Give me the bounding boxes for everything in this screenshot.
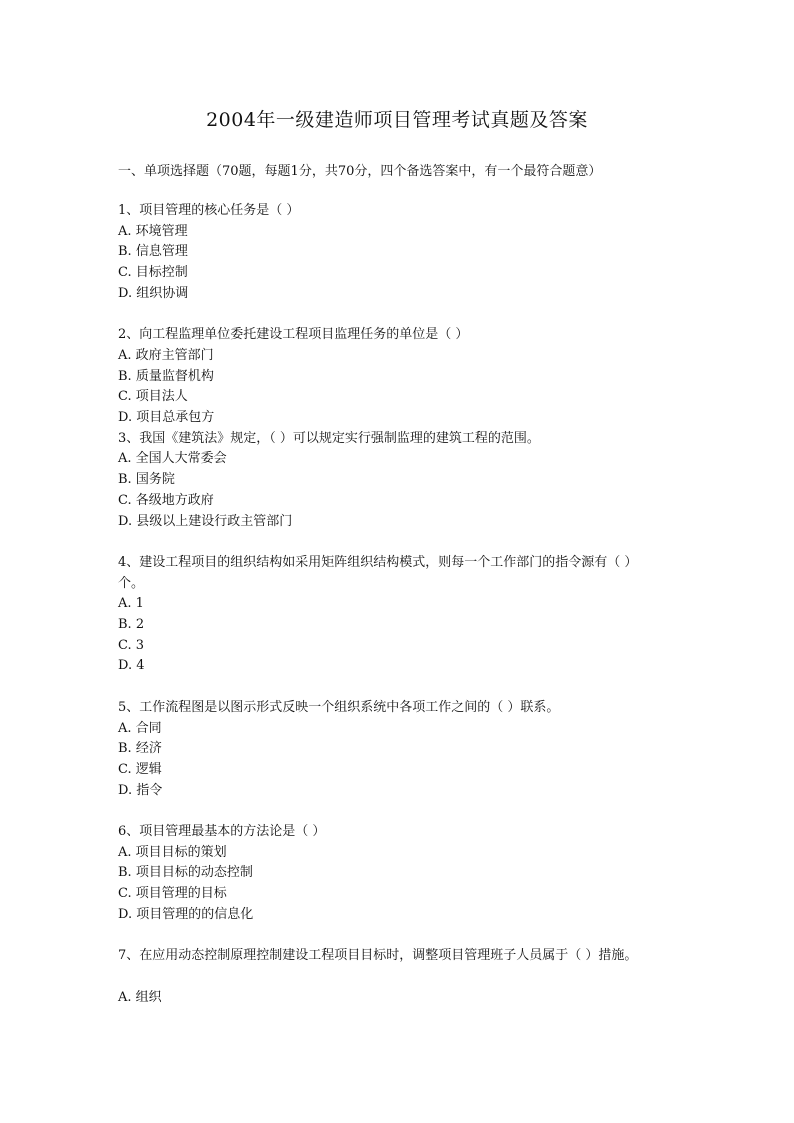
- option-a: A. 环境管理: [118, 223, 188, 239]
- option-a: A. 合同: [118, 720, 162, 736]
- option-a: A. 项目目标的策划: [118, 844, 227, 860]
- question-stem: 3、我国《建筑法》规定，（ ）可以规定实行强制监理的建筑工程的范围。: [118, 430, 540, 446]
- question-4: [118, 553, 678, 677]
- option-b: B. 信息管理: [118, 244, 188, 260]
- option-b: B. 质量监督机构: [118, 368, 214, 384]
- question-3: [118, 429, 678, 533]
- section-heading: 一、单项选择题（70题，每题1分，共70分，四个备选答案中，有一个最符合题意）: [118, 164, 602, 179]
- option-a: A. 1: [118, 596, 144, 612]
- option-d: D. 项目管理的的信息化: [118, 906, 254, 922]
- question-stem: 7、在应用动态控制原理控制建设工程项目目标时，调整项目管理班子人员属于（ ）措施。: [118, 948, 638, 964]
- option-c: C. 3: [118, 637, 145, 653]
- option-c: C. 各级地方政府: [118, 492, 214, 508]
- option-a: A. 全国人大常委会: [118, 451, 227, 467]
- question-stem: 1、项目管理的核心任务是（ ）: [118, 203, 300, 218]
- option-d: D. 指令: [118, 782, 163, 798]
- document-title: 2004年一级建造师项目管理考试真题及答案: [206, 109, 588, 131]
- option-d: D. 县级以上建设行政主管部门: [118, 513, 293, 529]
- question-5: [118, 698, 678, 802]
- question-7: [118, 946, 678, 1008]
- option-d: D. 项目总承包方: [118, 410, 215, 426]
- option-d: D. 组织协调: [118, 285, 189, 301]
- question-list: [118, 201, 678, 1008]
- question-stem: 5、工作流程图是以图示形式反映一个组织系统中各项工作之间的（ ）联系。: [118, 699, 560, 715]
- blank-line: [118, 967, 678, 988]
- question-2: [118, 325, 678, 429]
- option-a: A. 政府主管部门: [118, 347, 214, 363]
- question-stem: 2、向工程监理单位委托建设工程项目监理任务的单位是（ ）: [118, 327, 469, 343]
- option-c: C. 项目法人: [118, 389, 188, 405]
- option-b: B. 国务院: [118, 472, 175, 488]
- question-stem: 6、项目管理最基本的方法论是（ ）: [118, 824, 326, 840]
- option-b: B. 经济: [118, 741, 162, 757]
- question-6: [118, 822, 678, 926]
- option-a: A. 组织: [118, 989, 162, 1005]
- option-b: B. 项目目标的动态控制: [118, 865, 253, 881]
- option-b: B. 2: [118, 617, 145, 633]
- option-c: C. 目标控制: [118, 265, 188, 281]
- option-c: C. 逻辑: [118, 761, 162, 777]
- question-stem: 4、建设工程项目的组织结构如采用矩阵组织结构模式，则每一个工作部门的指令源有（ ）个。: [118, 554, 638, 591]
- option-c: C. 项目管理的目标: [118, 886, 227, 902]
- option-d: D. 4: [118, 658, 145, 674]
- question-1: [118, 201, 678, 305]
